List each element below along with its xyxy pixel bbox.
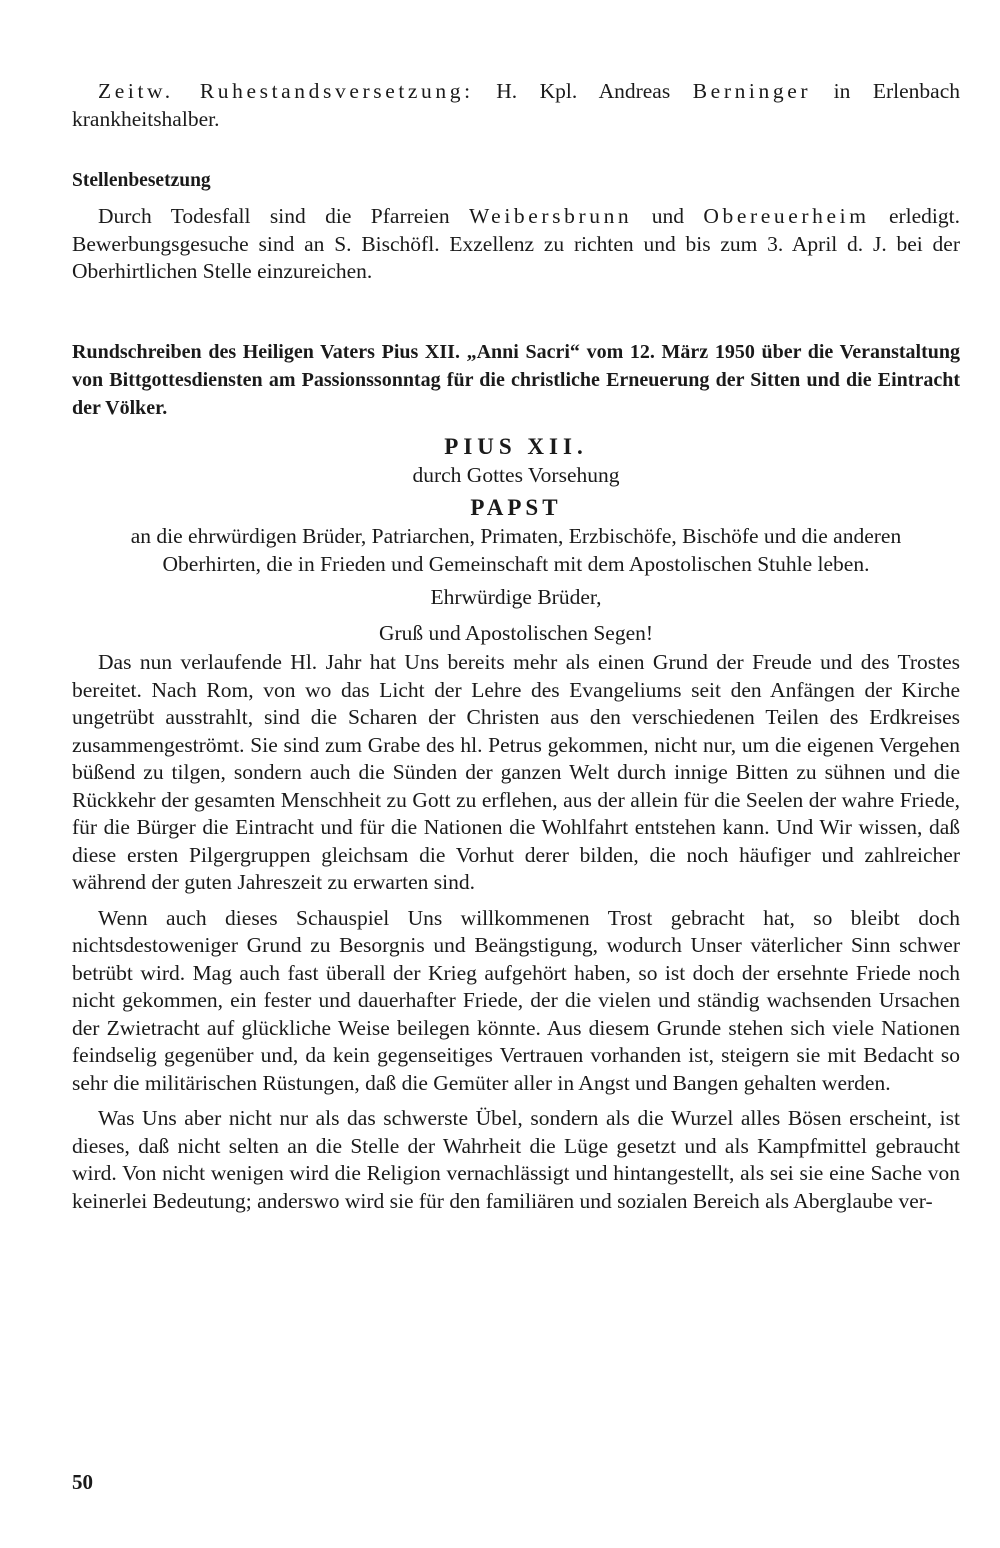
- greeting: Gruß und Apostolischen Segen!: [378, 620, 654, 645]
- retirement-name: Berninger: [692, 79, 812, 103]
- encyclical-title: Rundschreiben des Heiligen Vaters Pius XII. „Anni Sacri“ vom 12. März 1950 über die Veranstaltung von Bittgottesdiensten am Passionssonntag für die christliche Erneuerung der Sitten und die Eintracht der Völker.: [72, 340, 960, 419]
- document-page: [72, 78, 960, 1215]
- body-paragraph-3: Was Uns aber nicht nur als das schwerste Übel, sondern als die Wurzel alles Bösen erscheint, ist dieses, daß nicht selten an die Stelle der Wahrheit die Lüge gesetzt und als Kampfmittel gebraucht wird. Von nicht wenigen wird die Religion vernachlässigt und hintangestellt, als sei sie eine Sache von keinerlei Bedeutung; anderswo wird sie für den familiären und sozialen Bereich als Aberglaube ver-: [72, 1106, 960, 1213]
- vacancy-text-1: Durch Todesfall sind die Pfarreien: [98, 204, 469, 228]
- retirement-text: H. Kpl. Andreas: [473, 79, 693, 103]
- vacancy-text-3: erledigt. Bewerbungsgesuche sind an S. Bischöfl. Exzellenz zu richten und bis zum 3. April d. J. bei der Oberhirtlichen Stelle einzureichen.: [72, 204, 960, 283]
- body-paragraph-1: Das nun verlaufende Hl. Jahr hat Uns bereits mehr als einen Grund der Freude und des Trostes bereitet. Nach Rom, von wo das Licht der Lehre des Evangeliums seit den Anfängen der Kirche ungetrübt ausstrahlt, sind die Scharen der Christen aus den verschiedenen Teilen des Erdkreises zusammengeströmt. Sie sind zum Grabe des hl. Petrus gekommen, nicht nur, um die eigenen Vergehen büßend zu tilgen, sondern auch die Sünden der ganzen Welt durch innige Bitten zu sühnen und die Rückkehr der gesamten Menschheit zu Gott zu erflehen, aus der allein für die Seelen der wahre Friede, für die Bürger die Eintracht und für die Nationen die Wohlfahrt entstehen kann. Und Wir wissen, daß diese ersten Pilgergruppen gleichsam die Vorhut derer bilden, die noch häufiger und zahlreicher während der guten Jahreszeit zu erwarten sind.: [72, 650, 960, 894]
- salutation: Ehrwürdige Brüder,: [430, 585, 602, 609]
- vacancy-paragraph: [72, 203, 960, 286]
- vacancy-parish-1: Weibersbrunn: [469, 204, 633, 228]
- papst-title: PAPST: [470, 495, 562, 520]
- addressees: an die ehrwürdigen Brüder, Patriarchen, Primaten, Erzbischöfe, Bischöfe und die anderen Oberhirten, die in Frieden und Gemeinschaft mit dem Apostolischen Stuhle leben.: [130, 524, 902, 576]
- body-paragraph-2: Wenn auch dieses Schauspiel Uns willkommenen Trost gebracht hat, so bleibt doch nichtsdestoweniger Grund zu Besorgnis und Beängstigung, wodurch Unser väterlicher Sinn schwer betrübt wird. Mag auch fast überall der Krieg aufgehört haben, so ist doch der ersehnte Friede noch nicht gekommen, ein fester und dauerhafter Friede, der die vielen und ständig wachsenden Ursachen der Zwietracht auf glückliche Weise beilegen könnte. Aus diesem Grunde stehen sich viele Nationen feindselig gegenüber und, da kein gegenseitiges Vertrauen vorhanden ist, steigern sie mit Bedacht so sehr die militärischen Rüstungen, daß die Gemüter aller in Angst und Bangen gehalten werden.: [72, 905, 960, 1095]
- vacancy-parish-2: Obereuerheim: [703, 204, 870, 228]
- vacancy-heading: Stellenbesetzung: [72, 170, 211, 191]
- retirement-rest: in Erlenbach krankheitshalber.: [72, 79, 961, 131]
- pope-name: PIUS XII.: [444, 433, 588, 459]
- vacancy-text-2: und: [632, 204, 704, 228]
- page-number: 50: [72, 1470, 93, 1494]
- retirement-notice: [72, 78, 960, 133]
- providence-line: durch Gottes Vorsehung: [412, 462, 620, 487]
- retirement-label: Zeitw. Ruhestandsversetzung:: [98, 79, 474, 103]
